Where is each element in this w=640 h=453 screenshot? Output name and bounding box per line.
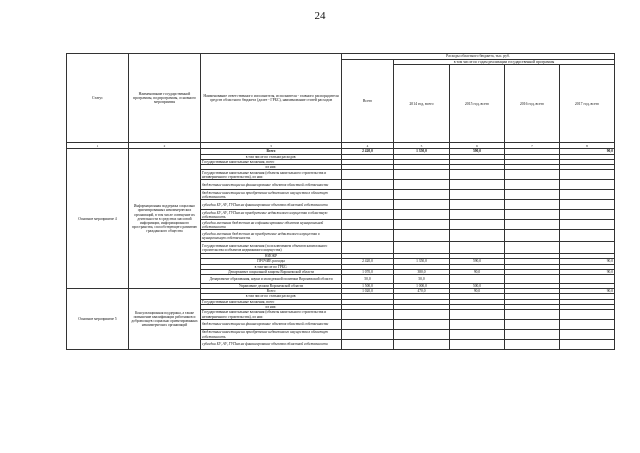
expense-item-label: Государственные капитальные вложения (объекты капитального строительства и незавершенного строительства), из них: — [201, 310, 342, 320]
header-2016: 2016 год, всего — [505, 65, 560, 143]
amount-y2016 — [505, 340, 560, 350]
amount-y2014: 470,0 — [394, 289, 450, 294]
budget-table — [66, 53, 615, 350]
amount-y2015 — [450, 210, 505, 220]
amount-y2017 — [560, 190, 615, 200]
amount-y2016 — [505, 320, 560, 330]
amount-y2014: 1 350,0 — [394, 259, 450, 264]
amount-y2017 — [560, 170, 615, 180]
amount-y2014 — [394, 190, 450, 200]
amount-y2017: 90,0 — [560, 259, 615, 264]
amount-total — [342, 220, 394, 230]
amount-y2015 — [450, 200, 505, 210]
amount-y2016 — [505, 230, 560, 242]
amount-total: 1 500,0 — [342, 284, 394, 289]
col-number: 7 — [505, 143, 560, 149]
amount-y2015 — [450, 320, 505, 330]
expense-item-label: в том числе по статьям расходов: — [201, 154, 342, 159]
amount-y2017 — [560, 230, 615, 242]
amount-total: 1 020,0 — [342, 289, 394, 294]
amount-y2014: 50,0 — [394, 275, 450, 284]
amount-total — [342, 320, 394, 330]
expense-item-label: бюджетные инвестиции на финансирование объектов областной собственности — [201, 320, 342, 330]
amount-y2015 — [450, 275, 505, 284]
amount-y2017 — [560, 330, 615, 340]
amount-y2017 — [560, 220, 615, 230]
amount-total — [342, 180, 394, 190]
header-executor: Наименование ответственного исполнителя, исполнителя - главного распорядителя средств областного бюджета (далее - ГРБС), наименование статей расходов — [201, 54, 342, 143]
amount-total: 1 070,0 — [342, 269, 394, 274]
expense-item-label: субсидии БУ, АУ, ГУПам на финансирование объектов областной собственности — [201, 340, 342, 350]
table-header — [67, 54, 615, 143]
status-cell: Основное мероприятие 4 — [67, 149, 129, 289]
expense-item-label: из них: — [201, 304, 342, 309]
amount-total: 2 420,0 — [342, 149, 394, 154]
amount-y2015 — [450, 190, 505, 200]
amount-y2015: 590,0 — [450, 149, 505, 154]
amount-y2015 — [450, 170, 505, 180]
expense-item-label: НИОКР — [201, 254, 342, 259]
amount-y2017 — [560, 275, 615, 284]
amount-y2017 — [560, 180, 615, 190]
amount-y2016 — [505, 330, 560, 340]
expense-item-label: субсидии местным бюджетам на приобретение недвижимого имущества в муниципальную собственность — [201, 230, 342, 242]
amount-y2016 — [505, 242, 560, 254]
expense-item-label: Всего — [201, 289, 342, 294]
expense-item-label: бюджетные инвестиции на приобретение недвижимого имущества в областную собственность — [201, 330, 342, 340]
amount-y2015 — [450, 230, 505, 242]
amount-y2017 — [560, 340, 615, 350]
amount-y2016 — [505, 210, 560, 220]
amount-y2014 — [394, 242, 450, 254]
expense-item-label: субсидии БУ, АУ, ГУПам на финансирование объектов областной собственности — [201, 200, 342, 210]
amount-y2014 — [394, 230, 450, 242]
amount-y2014 — [394, 180, 450, 190]
block-main-activity-5 — [67, 289, 615, 350]
col-number: 8 — [560, 143, 615, 149]
activity-name-cell: Консультационная поддержка, а также повышение квалификации работников и добровольцев социально ориентированных некоммерческих организаций — [129, 289, 201, 350]
amount-y2015: 90,0 — [450, 269, 505, 274]
amount-y2017 — [560, 320, 615, 330]
amount-y2014 — [394, 220, 450, 230]
amount-y2017 — [560, 200, 615, 210]
expense-item-label: Государственные капитальные вложения (объекты капитального строительства и незавершенного строительства), из них: — [201, 170, 342, 180]
amount-y2014 — [394, 200, 450, 210]
amount-total — [342, 340, 394, 350]
amount-y2017 — [560, 310, 615, 320]
status-cell: Основное мероприятие 5 — [67, 289, 129, 350]
amount-y2016 — [505, 310, 560, 320]
amount-y2017 — [560, 242, 615, 254]
amount-y2016 — [505, 180, 560, 190]
budget-table-sheet — [66, 53, 614, 413]
amount-total — [342, 190, 394, 200]
amount-y2017 — [560, 210, 615, 220]
amount-y2014 — [394, 170, 450, 180]
amount-total — [342, 310, 394, 320]
amount-total — [342, 200, 394, 210]
expense-item-label: из них: — [201, 165, 342, 170]
amount-y2015 — [450, 180, 505, 190]
col-number: 2 — [129, 143, 201, 149]
amount-y2017: 90,0 — [560, 289, 615, 294]
block-main-activity-4 — [67, 149, 615, 289]
header-2014: 2014 год, всего — [394, 65, 450, 143]
expense-item-label: Государственные капитальные вложения, всего — [201, 299, 342, 304]
amount-y2017: 90,0 — [560, 269, 615, 274]
amount-y2017: 90,0 — [560, 149, 615, 154]
amount-y2015 — [450, 220, 505, 230]
expense-item-label: Государственные капитальные вложения (за исключением объектов капитального строительства и объектов недвижимого имущества) — [201, 242, 342, 254]
amount-y2015: 90,0 — [450, 289, 505, 294]
expense-item-label: Государственные капитальные вложения, всего — [201, 159, 342, 164]
amount-y2016 — [505, 275, 560, 284]
header-2017: 2017 год, всего — [560, 65, 615, 143]
amount-total — [342, 242, 394, 254]
amount-y2014 — [394, 340, 450, 350]
amount-y2015 — [450, 310, 505, 320]
amount-y2014: 1 000,0 — [394, 284, 450, 289]
expense-item-label: Департамент социальной защиты Воронежской области — [201, 269, 342, 274]
amount-y2016 — [505, 190, 560, 200]
amount-y2016 — [505, 170, 560, 180]
amount-y2015: 590,0 — [450, 259, 505, 264]
amount-y2015 — [450, 340, 505, 350]
header-total: Всего — [342, 60, 394, 143]
col-number: 6 — [450, 143, 505, 149]
expense-item-label: Департамент образования, науки и молодежной политики Воронежской области — [201, 275, 342, 284]
header-status: Статус — [67, 54, 129, 143]
amount-y2016 — [505, 200, 560, 210]
amount-total — [342, 330, 394, 340]
header-breakdown: в том числе по годам реализации государственной программы — [394, 60, 615, 65]
amount-total: 50,0 — [342, 275, 394, 284]
amount-y2015: 500,0 — [450, 284, 505, 289]
amount-y2014: 1 350,0 — [394, 149, 450, 154]
amount-y2015 — [450, 330, 505, 340]
amount-y2015 — [450, 242, 505, 254]
header-budget-title: Расходы областного бюджета, тыс. руб. — [342, 54, 615, 60]
amount-total — [342, 210, 394, 220]
amount-total — [342, 230, 394, 242]
amount-y2016 — [505, 220, 560, 230]
expense-item-label: Всего — [201, 149, 342, 154]
activity-name-cell: Информационная поддержка социально ориентированных некоммерческих организаций, в том числе освещение их деятельности в средствах массовой информации, информационного пространства, способствующего развитию гражданского общества — [129, 149, 201, 289]
col-number: 1 — [67, 143, 129, 149]
col-number: 3 — [201, 143, 342, 149]
page-number: 24 — [314, 10, 326, 22]
amount-y2014 — [394, 320, 450, 330]
amount-y2014 — [394, 210, 450, 220]
amount-total: 2 420,0 — [342, 259, 394, 264]
amount-y2014: 380,0 — [394, 269, 450, 274]
header-program-name: Наименование государственной программы, подпрограммы, основного мероприятия — [129, 54, 201, 143]
expense-item-label: субсидии местным бюджетам на софинансирование объектов муниципальной собственности — [201, 220, 342, 230]
expense-item-label: в том числе по статьям расходов: — [201, 294, 342, 299]
amount-total — [342, 170, 394, 180]
expense-item-label: бюджетные инвестиции на финансирование объектов областной собственности — [201, 180, 342, 190]
expense-item-label: ПРОЧИЕ расходы — [201, 259, 342, 264]
expense-item-label: Управление делами Воронежской области — [201, 284, 342, 289]
col-number: 4 — [342, 143, 394, 149]
amount-y2014 — [394, 330, 450, 340]
expense-item-label: субсидии БУ, АУ, ГУПам на приобретение недвижимого имущества в областную собственность — [201, 210, 342, 220]
expense-item-label: бюджетные инвестиции на приобретение недвижимого имущества в областную собственность — [201, 190, 342, 200]
col-number: 5 — [394, 143, 450, 149]
amount-y2014 — [394, 310, 450, 320]
expense-item-label: в том числе по ГРБС: — [201, 264, 342, 269]
header-2015: 2015 год, всего — [450, 65, 505, 143]
